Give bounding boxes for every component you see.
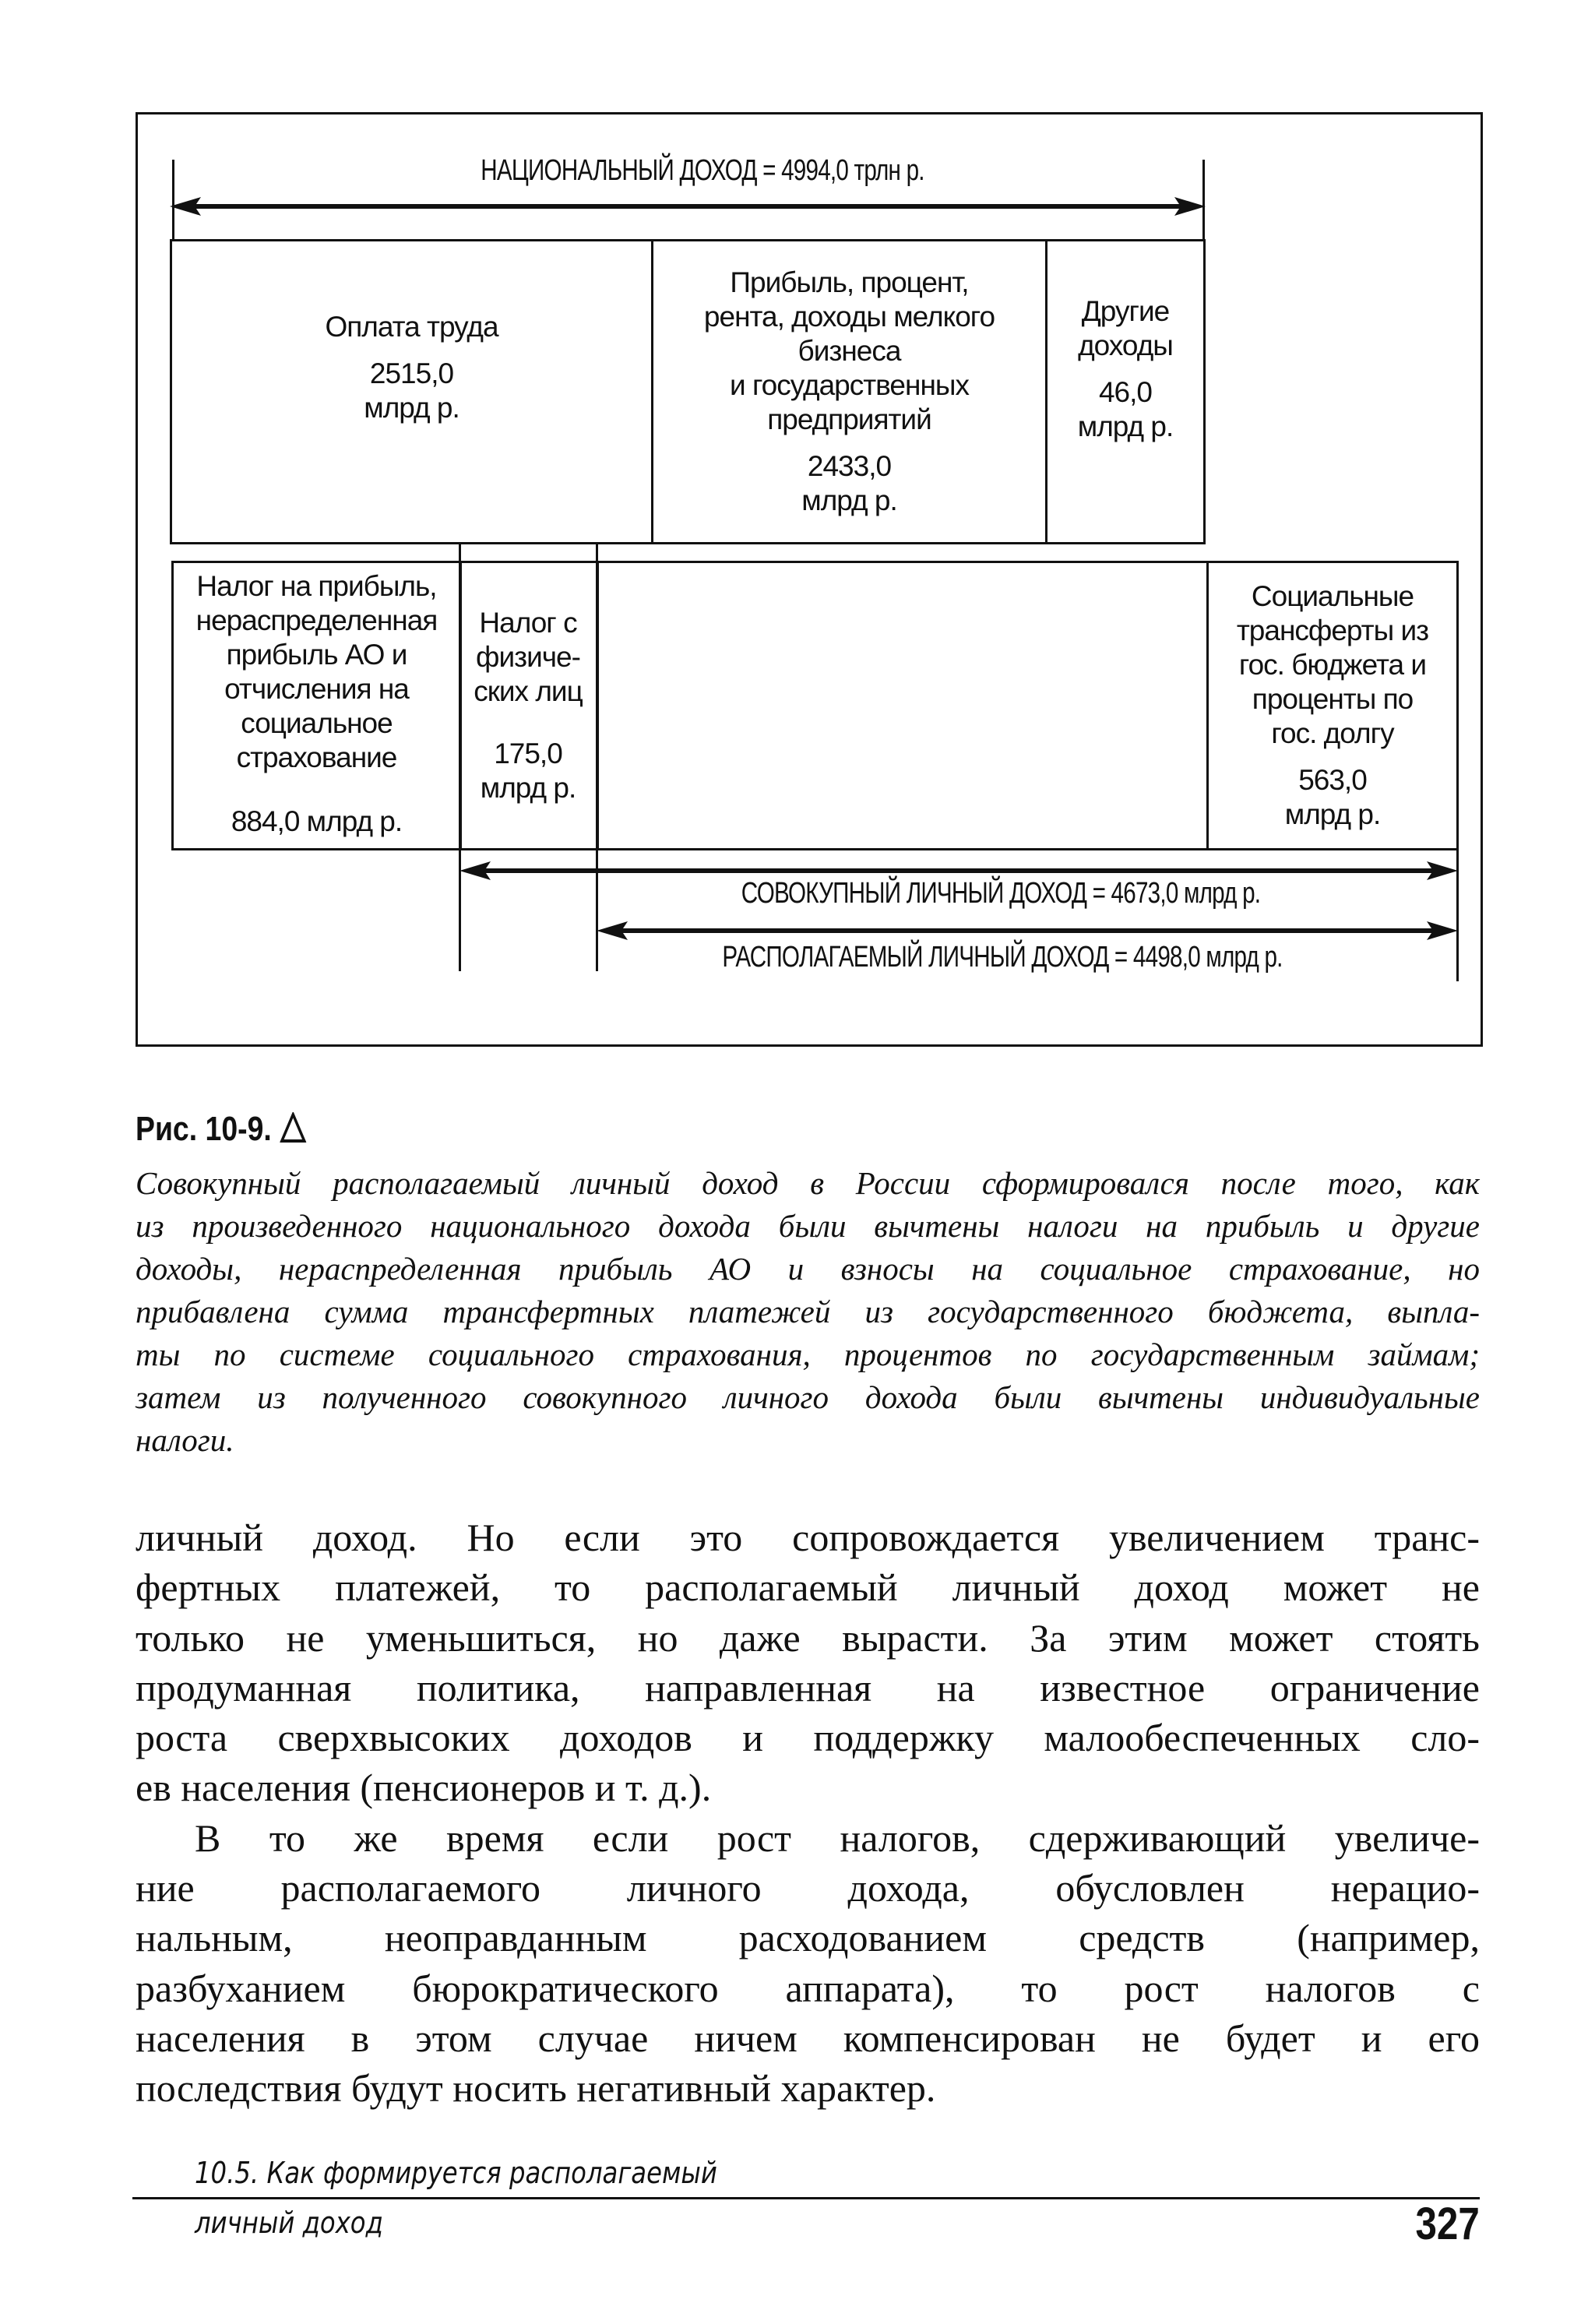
label-line: физиче- — [476, 641, 580, 673]
box-transfers-label — [1237, 579, 1428, 751]
paragraph-1 — [136, 1512, 1480, 1813]
caption-line: прибавлена сумма трансфертных платежей из государственного бюджета, выпла- — [136, 1294, 1480, 1329]
value-unit: млрд р. — [480, 772, 576, 804]
label-line: Другие — [1081, 295, 1170, 327]
box-profit-tax-label — [196, 569, 438, 775]
national-income-label: НАЦИОНАЛЬНЫЙ ДОХОД = 4994,0 трлн р. — [481, 154, 924, 187]
label-line: трансферты из — [1236, 614, 1429, 646]
text-line: только не уменьшиться, но даже вырасти. За этим может стоять — [136, 1615, 1480, 1660]
box-wages-label — [325, 310, 498, 344]
disposable-income-arrow — [597, 919, 1458, 942]
label-line: доходы — [1078, 329, 1173, 361]
label-line: Социальные — [1251, 580, 1414, 612]
label-line: Налог с — [479, 607, 577, 639]
box-profit-tax-value — [231, 805, 402, 839]
label-line: прибыль АО и — [226, 639, 407, 671]
label-line: отчисления на — [224, 673, 409, 705]
box-social-transfers — [1206, 561, 1459, 850]
caption-line: ты по системе социального страхования, процентов по государственным займам; — [136, 1336, 1480, 1372]
label-line: нераспределенная — [195, 604, 438, 636]
value-unit: млрд р. — [1284, 798, 1381, 830]
text-line: последствия будут носить негативный характер. — [136, 2066, 936, 2111]
value-unit: млрд р. — [801, 484, 897, 516]
label-line: социальное — [241, 707, 393, 739]
figure-label — [136, 1110, 306, 1149]
page-number: 327 — [1415, 2199, 1480, 2249]
divider-line — [596, 543, 598, 971]
box-transfers-value — [1285, 763, 1380, 832]
label-line: и государственных — [730, 369, 969, 401]
box-profit — [651, 239, 1047, 544]
label-line: ских лиц — [474, 675, 583, 707]
figure-caption — [136, 1162, 1480, 1462]
box-other-value — [1078, 375, 1173, 444]
running-head-line-1: 10.5. Как формируется располагаемый — [195, 2156, 717, 2190]
box-profit-label — [704, 266, 995, 437]
divider-line — [459, 543, 461, 971]
text-line: В то же время если рост налогов, сдерживающий увеличе- — [195, 1815, 1480, 1860]
body-text — [136, 1512, 1480, 2114]
value-line: 2433,0 — [807, 450, 892, 482]
caption-line: налоги. — [136, 1422, 234, 1458]
text-line: роста сверхвысоких доходов и поддержку малообеспеченных сло- — [136, 1716, 1480, 1760]
figure-number: Рис. 10-9. — [136, 1110, 272, 1148]
box-other-income — [1045, 239, 1206, 544]
triangle-icon — [280, 1112, 306, 1143]
box-personal-tax-value — [481, 737, 576, 805]
box-wages — [170, 239, 653, 544]
paragraph-2 — [136, 1813, 1480, 2114]
label-line: проценты по — [1252, 683, 1414, 715]
value-line: 2515,0 — [369, 357, 454, 389]
disposable-personal-income-label: РАСПОЛАГАЕМЫЙ ЛИЧНЫЙ ДОХОД = 4498,0 млрд р. — [722, 941, 1283, 974]
box-personal-tax-label — [474, 606, 583, 709]
label-line: рента, доходы мелкого — [703, 301, 995, 333]
text-line: разбуханием бюрократического аппарата), то рост налогов с — [136, 1966, 1480, 2010]
caption-line: Совокупный располагаемый личный доход в России сформировался после того, как — [136, 1165, 1480, 1201]
caption-line: доходы, нераспределенная прибыль АО и взносы на социальное страхование, но — [136, 1251, 1480, 1287]
value-line: 175,0 — [494, 738, 562, 769]
box-other-label — [1078, 294, 1173, 363]
footer-rule — [132, 2197, 1480, 2199]
label-line: Налог на прибыль, — [196, 570, 437, 602]
text-line: личный доход. Но если это сопровождается увеличением транс- — [136, 1516, 1480, 1559]
text-line: продуманная политика, направленная на известное ограничение — [136, 1665, 1480, 1710]
label-line: страхование — [236, 741, 397, 773]
value-line: 46,0 — [1098, 376, 1152, 408]
text-line: ние располагаемого личного дохода, обусловлен нерацио- — [136, 1866, 1480, 1910]
box-personal-tax — [459, 561, 599, 850]
box-empty — [597, 561, 1209, 850]
total-personal-income-label: СОВОКУПНЫЙ ЛИЧНЫЙ ДОХОД = 4673,0 млрд р. — [741, 877, 1261, 910]
value-unit: млрд р. — [364, 392, 459, 424]
caption-line: затем из полученного совокупного личного дохода были вычтены индивидуальные — [136, 1379, 1480, 1415]
label-line: бизнеса — [798, 335, 901, 367]
national-income-arrow — [170, 195, 1206, 218]
label-line: гос. бюджета и — [1238, 649, 1427, 681]
value-line: 884,0 млрд р. — [231, 805, 403, 837]
label-line: Прибыль, процент, — [730, 266, 969, 298]
text-line: фертных платежей, то располагаемый личный доход может не — [136, 1565, 1480, 1610]
value-line: 563,0 — [1298, 764, 1367, 796]
text-line: ев населения (пенсионеров и т. д.). — [136, 1766, 712, 1810]
box-profit-value — [801, 449, 896, 518]
box-profit-tax — [171, 561, 462, 850]
running-head-line-2: личный доход — [195, 2206, 383, 2240]
text-line: нальным, неоправданным расходованием средств (например, — [136, 1916, 1480, 1960]
caption-line: из произведенного национального дохода были вычтены налоги на прибыль и другие — [136, 1208, 1480, 1244]
text-line: населения в этом случае ничем компенсирован не будет и его — [136, 2016, 1480, 2060]
label-line: Оплата труда — [325, 311, 498, 343]
label-line: предприятий — [767, 403, 931, 435]
value-unit: млрд р. — [1077, 410, 1174, 442]
box-wages-value — [364, 357, 459, 425]
label-line: гос. долгу — [1271, 717, 1394, 749]
